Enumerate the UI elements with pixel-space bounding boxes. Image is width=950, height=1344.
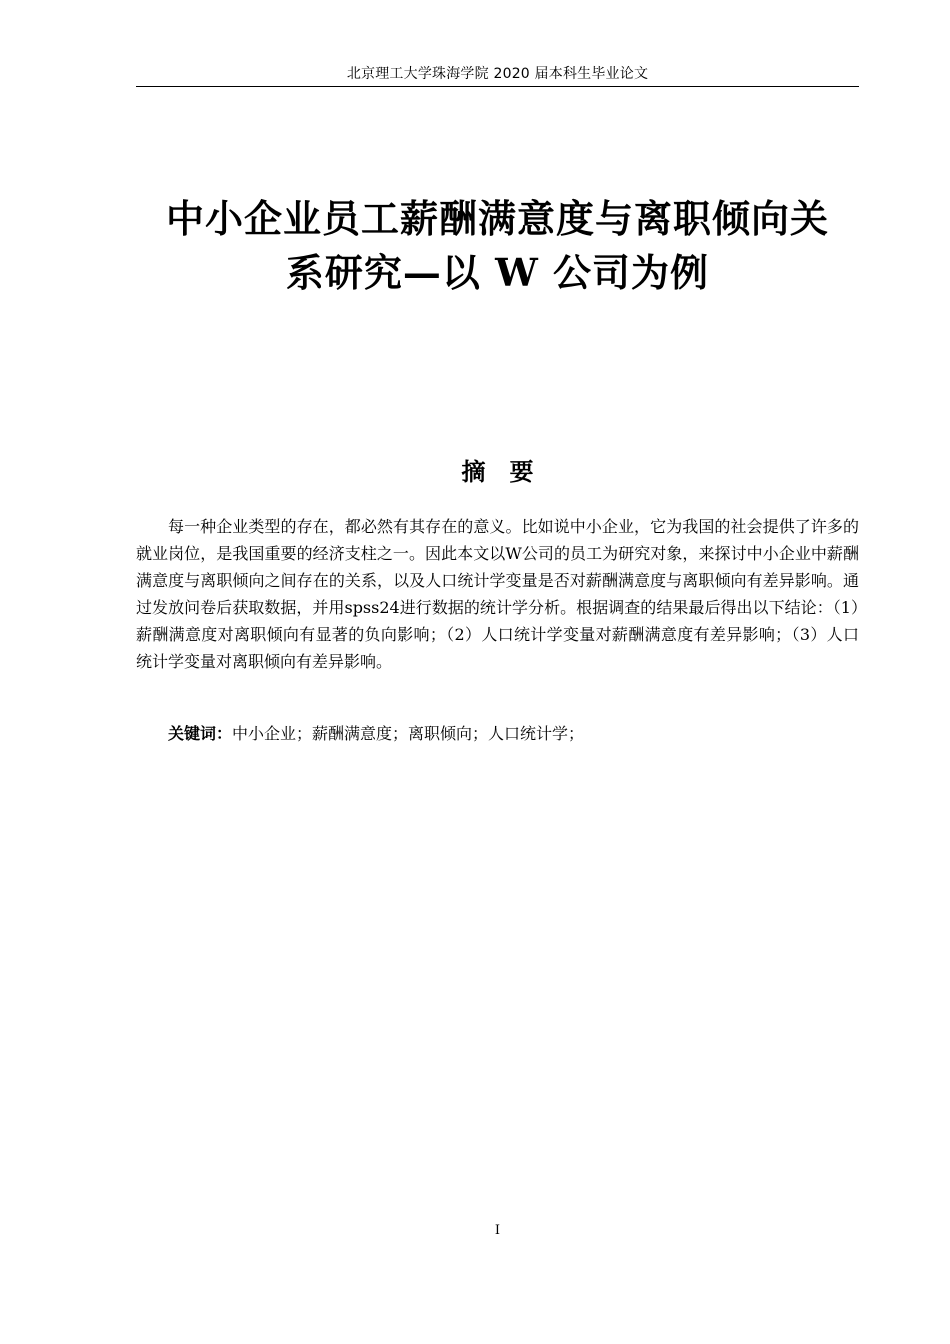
abstract-heading: 摘要 (461, 458, 558, 486)
abstract-body: 每一种企业类型的存在，都必然有其存在的意义。比如说中小企业，它为我国的社会提供了许多的就业岗位，是我国重要的经济支柱之一。因此本文以W公司的员工为研究对象，来探讨中小企业中薪酬满意度与离职倾向之间存在的关系，以及人口统计学变量是否对薪酬满意度与离职倾向有差异影响。通过发放问卷后获取数据，并用spss24进行数据的统计学分析。根据调查的结果最后得出以下结论：（1）薪酬满意度对离职倾向有显著的负向影响；（2）人口统计学变量对薪酬满意度有差异影响；（3）人口统计学变量对离职倾向有差异影响。 (136, 517, 859, 671)
page-header (136, 62, 859, 87)
keywords-label: 关键词： (168, 724, 233, 743)
thesis-title-line-2: 系研究—以 W 公司为例 (285, 250, 710, 295)
running-title: 北京理工大学珠海学院 2020 届本科生毕业论文 (346, 66, 649, 82)
thesis-title (136, 192, 859, 300)
keywords-text: 中小企业；薪酬满意度；离职倾向；人口统计学； (232, 724, 585, 743)
thesis-title-line-1: 中小企业员工薪酬满意度与离职倾向关 (165, 196, 829, 241)
keywords (168, 720, 859, 747)
page-number: I (494, 1223, 501, 1238)
